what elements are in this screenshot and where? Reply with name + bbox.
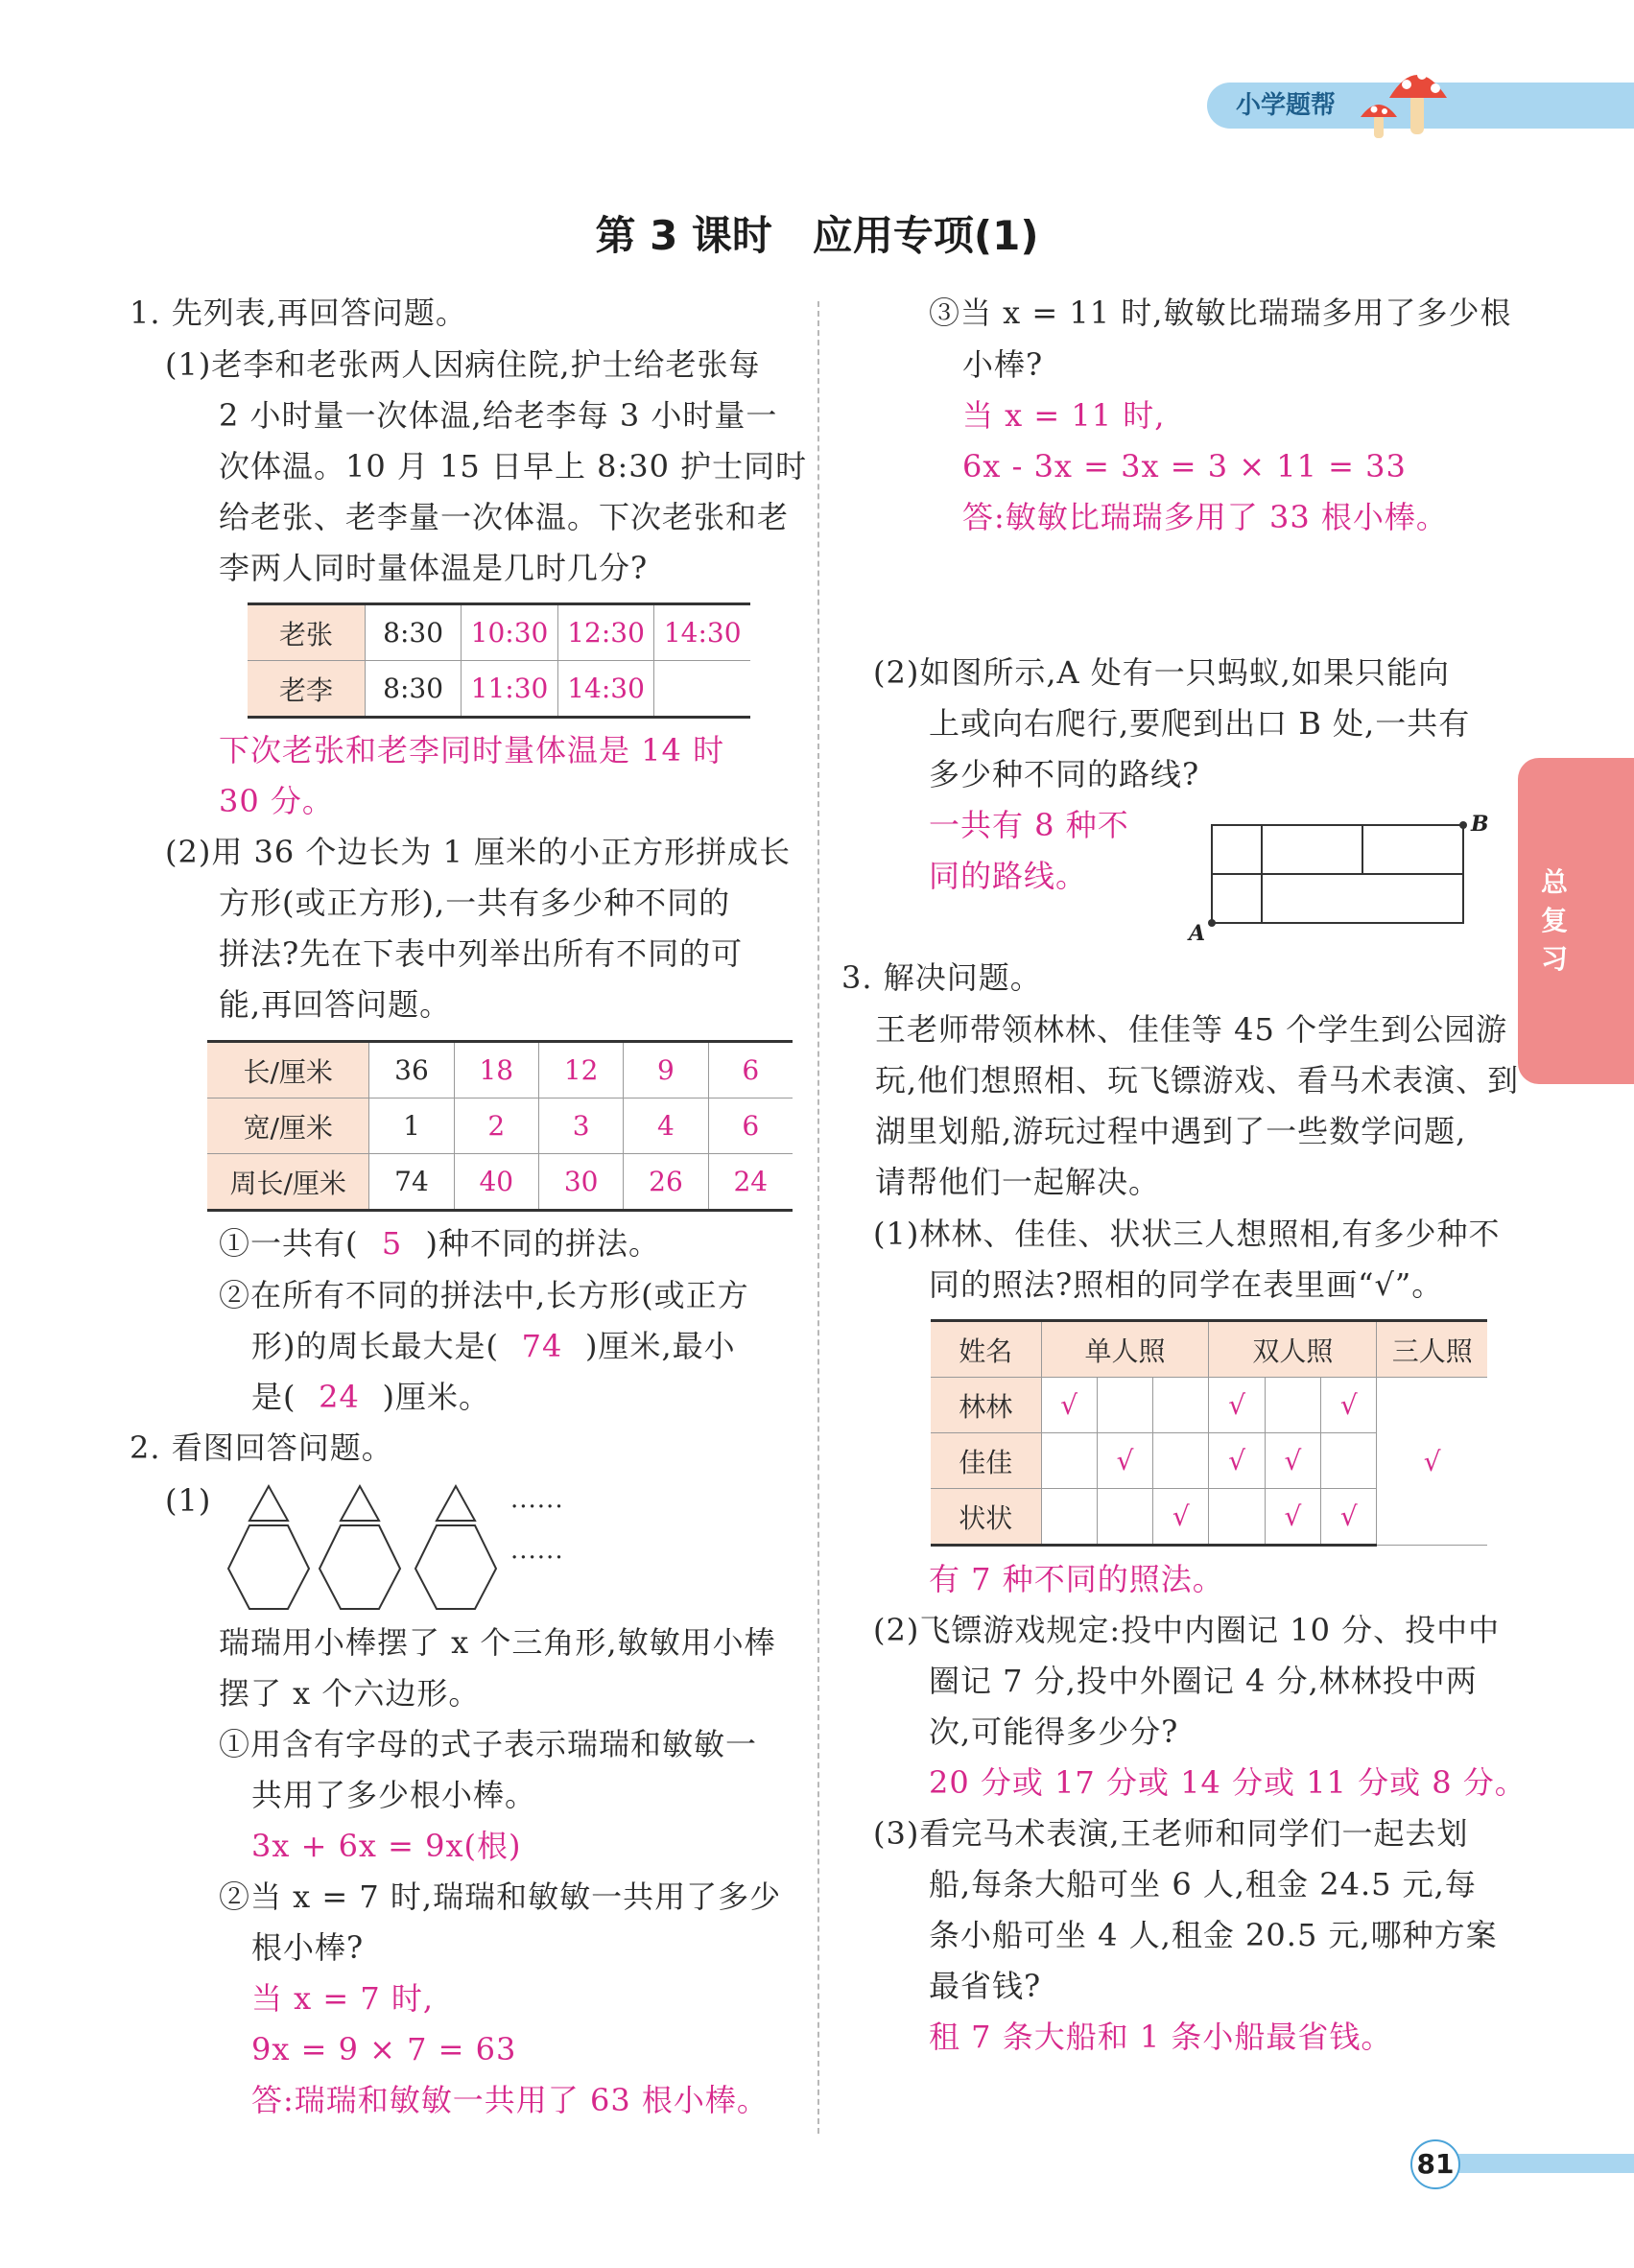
check-cell — [1097, 1378, 1152, 1433]
row-label: 老李 — [248, 661, 365, 718]
triangle-shape — [341, 1486, 379, 1521]
check-cell — [1097, 1489, 1152, 1546]
q3-p1-line: (1)林林、佳佳、状状三人想照相,有多少种不 — [873, 1216, 1501, 1252]
check-cell-three: √ — [1377, 1378, 1487, 1546]
ant-path-grid — [1185, 814, 1492, 943]
check-cell: √ — [1209, 1378, 1265, 1433]
q1-sub2-line3 — [251, 1372, 490, 1423]
page-title: 第 3 课时 应用专项(1) — [595, 212, 1039, 259]
table-cell: 8:30 — [365, 661, 461, 718]
q2-s2-answer: 9x = 9 × 7 = 63 — [251, 2031, 517, 2067]
table-row — [931, 1378, 1487, 1433]
q3-p2-line: 圈记 7 分,投中外圈记 4 分,林林投中两 — [929, 1663, 1478, 1699]
q1-sub2-line2 — [251, 1321, 736, 1372]
q2-s3-line: 小棒? — [962, 346, 1044, 383]
table-cell: 24 — [708, 1154, 793, 1211]
name-cell: 状状 — [931, 1489, 1041, 1546]
check-cell — [1153, 1433, 1209, 1489]
table-cell: 40 — [454, 1154, 538, 1211]
table-header-row — [931, 1321, 1487, 1378]
check-cell: √ — [1041, 1378, 1097, 1433]
table-cell: 11:30 — [462, 661, 558, 718]
point-a — [1208, 919, 1216, 927]
q1-heading: 1. 先列表,再回答问题。 — [130, 295, 467, 331]
q2-s2-answer: 当 x = 7 时, — [251, 1980, 435, 2017]
q1-p1-answer: 下次老张和老李同时量体温是 14 时 — [219, 732, 725, 768]
table-cell: 74 — [369, 1154, 454, 1211]
check-cell — [1209, 1489, 1265, 1546]
q3-p2-line: 次,可能得多少分? — [929, 1713, 1179, 1750]
q1-p2-line: 方形(或正方形),一共有多少种不同的 — [219, 885, 731, 921]
q2-p2-answer: 一共有 8 种不 — [929, 807, 1129, 843]
q3-p2-line: (2)飞镖游戏规定:投中内圈记 10 分、投中中 — [873, 1612, 1501, 1648]
table-cell: 2 — [454, 1099, 538, 1154]
q3-intro-line: 请帮他们一起解决。 — [875, 1164, 1161, 1200]
name-cell: 林林 — [931, 1378, 1041, 1433]
q2-s2-line: 根小棒? — [251, 1929, 365, 1966]
grid-label-b: B — [1471, 814, 1489, 837]
check-cell: √ — [1321, 1378, 1377, 1433]
q2-p2-line: (2)如图所示,A 处有一只蚂蚁,如果只能向 — [873, 654, 1450, 691]
brand-label: 小学题帮 — [1236, 91, 1337, 120]
table-cell: 30 — [538, 1154, 623, 1211]
hexagon-shape — [320, 1525, 400, 1609]
table-cell: 14:30 — [557, 661, 654, 718]
q2-s1-line: ①用含有字母的式子表示瑞瑞和敏敏一 — [219, 1726, 758, 1762]
column-header: 三人照 — [1377, 1321, 1487, 1378]
check-cell — [1041, 1489, 1097, 1546]
check-cell: √ — [1265, 1433, 1320, 1489]
table-cell: 12:30 — [557, 604, 654, 661]
column-header: 双人照 — [1209, 1321, 1377, 1378]
rectangle-size-table — [207, 1040, 793, 1212]
q2-heading: 2. 看图回答问题。 — [130, 1429, 393, 1466]
q3-intro-line: 玩,他们想照相、玩飞镖游戏、看马术表演、到 — [875, 1062, 1520, 1099]
q1-sub2-answer-min: 24 — [319, 1379, 360, 1415]
table-cell: 12 — [538, 1042, 623, 1099]
table-row — [207, 1099, 793, 1154]
q2-p2-line: 上或向右爬行,要爬到出口 B 处,一共有 — [929, 705, 1471, 742]
column-divider — [817, 301, 819, 2134]
q1-sub2-text: )厘米。 — [382, 1379, 490, 1415]
row-label: 周长/厘米 — [207, 1154, 369, 1211]
checkup-time-table — [248, 602, 750, 719]
check-cell: √ — [1321, 1489, 1377, 1546]
column-header: 姓名 — [931, 1321, 1041, 1378]
table-cell: 10:30 — [462, 604, 558, 661]
table-cell: 14:30 — [654, 604, 750, 661]
q1-sub1-text: ①一共有( — [219, 1225, 359, 1262]
point-b — [1459, 821, 1467, 829]
triangle-shape — [249, 1486, 288, 1521]
row-label: 长/厘米 — [207, 1042, 369, 1099]
q3-p3-line: 最省钱? — [929, 1968, 1042, 2004]
grid-label-a: A — [1189, 921, 1206, 943]
q3-p2-answer: 20 分或 17 分或 14 分或 11 分或 8 分。 — [929, 1764, 1527, 1801]
q2-s3-answer: 答:敏敏比瑞瑞多用了 33 根小棒。 — [962, 499, 1448, 535]
table-cell: 6 — [708, 1099, 793, 1154]
q1-sub2-line: ②在所有不同的拼法中,长方形(或正方 — [219, 1277, 749, 1313]
check-cell: √ — [1097, 1433, 1152, 1489]
hexagon-shape — [415, 1525, 496, 1609]
q1-sub2-answer-max: 74 — [521, 1328, 563, 1364]
q3-p1-answer: 有 7 种不同的照法。 — [929, 1561, 1224, 1597]
q3-p3-line: 船,每条大船可坐 6 人,租金 24.5 元,每 — [929, 1866, 1477, 1902]
triangle-shape — [437, 1486, 475, 1521]
q3-intro-line: 湖里划船,游玩过程中遇到了一些数学问题, — [875, 1113, 1467, 1149]
q2-p2-answer: 同的路线。 — [929, 858, 1088, 894]
q1-sub1 — [219, 1218, 660, 1269]
q1-p1-line: 次体温。10 月 15 日早上 8:30 护士同时 — [219, 448, 808, 484]
q1-p1-line: 2 小时量一次体温,给老李每 3 小时量一 — [219, 397, 778, 434]
side-tab — [1518, 758, 1634, 1084]
table-cell: 6 — [708, 1042, 793, 1099]
name-cell: 佳佳 — [931, 1433, 1041, 1489]
q2-desc-line: 瑞瑞用小棒摆了 x 个三角形,敏敏用小棒 — [219, 1624, 776, 1661]
table-cell: 3 — [538, 1099, 623, 1154]
table-row — [207, 1042, 793, 1099]
check-cell: √ — [1209, 1433, 1265, 1489]
table-cell — [654, 661, 750, 718]
q3-p3-answer: 租 7 条大船和 1 条小船最省钱。 — [929, 2019, 1393, 2055]
q2-s3-answer: 当 x = 11 时, — [962, 397, 1166, 434]
check-cell — [1265, 1378, 1320, 1433]
q3-heading: 3. 解决问题。 — [841, 959, 1042, 996]
q1-sub2-text: 是( — [251, 1379, 296, 1415]
table-cell: 4 — [624, 1099, 708, 1154]
q3-p3-line: (3)看完马术表演,王老师和同学们一起去划 — [873, 1815, 1469, 1852]
page-number: 81 — [1416, 2148, 1455, 2180]
check-cell — [1321, 1433, 1377, 1489]
q2-s2-line: ②当 x = 7 时,瑞瑞和敏敏一共用了多少 — [219, 1878, 782, 1915]
table-row — [248, 604, 750, 661]
q1-p1-line: (1)老李和老张两人因病住院,护士给老张每 — [165, 346, 761, 383]
photo-combination-table — [931, 1319, 1487, 1547]
check-cell — [1041, 1433, 1097, 1489]
stick-shapes-figure — [216, 1482, 513, 1612]
row-label: 宽/厘米 — [207, 1099, 369, 1154]
table-cell: 1 — [369, 1099, 454, 1154]
q2-s1-answer: 3x + 6x = 9x(根) — [251, 1828, 522, 1864]
table-cell: 18 — [454, 1042, 538, 1099]
hexagon-shape — [228, 1525, 309, 1609]
check-cell: √ — [1265, 1489, 1320, 1546]
q2-desc-line: 摆了 x 个六边形。 — [219, 1675, 481, 1712]
q1-p1-line: 李两人同时量体温是几时几分? — [219, 550, 649, 586]
table-cell: 9 — [624, 1042, 708, 1099]
ellipsis: ...... — [510, 1536, 564, 1565]
table-cell: 36 — [369, 1042, 454, 1099]
q3-p3-line: 条小船可坐 4 人,租金 20.5 元,哪种方案 — [929, 1917, 1498, 1953]
table-row — [207, 1154, 793, 1211]
check-cell — [1153, 1378, 1209, 1433]
row-label: 老张 — [248, 604, 365, 661]
q2-s3-line: ③当 x = 11 时,敏敏比瑞瑞多用了多少根 — [929, 295, 1512, 331]
q1-sub1-answer: 5 — [381, 1225, 403, 1262]
q1-p1-line: 给老张、老李量一次体温。下次老张和老 — [219, 499, 790, 535]
ellipsis: ...... — [510, 1485, 564, 1514]
q2-p1-label: (1) — [165, 1482, 212, 1519]
q1-p1-answer: 30 分。 — [219, 783, 334, 819]
q2-s2-answer: 答:瑞瑞和敏敏一共用了 63 根小棒。 — [251, 2082, 769, 2118]
column-header: 单人照 — [1041, 1321, 1209, 1378]
q1-sub2-text: )厘米,最小 — [584, 1328, 736, 1364]
q1-p2-line: 能,再回答问题。 — [219, 986, 452, 1023]
side-tab-label: 总复习 — [1541, 866, 1569, 975]
q3-p1-line: 同的照法?照相的同学在表里画“√”。 — [929, 1266, 1444, 1303]
q2-p2-line: 多少种不同的路线? — [929, 756, 1200, 792]
q1-sub2-text: 形)的周长最大是( — [251, 1328, 499, 1364]
q2-s1-line: 共用了多少根小棒。 — [251, 1777, 537, 1813]
check-cell: √ — [1153, 1489, 1209, 1546]
table-row — [248, 661, 750, 718]
q2-s3-answer: 6x - 3x = 3x = 3 × 11 = 33 — [962, 448, 1407, 484]
page-number-bar — [1439, 2154, 1634, 2173]
mushroom-icon — [1351, 56, 1456, 142]
table-cell: 8:30 — [365, 604, 461, 661]
q1-p2-line: (2)用 36 个边长为 1 厘米的小正方形拼成长 — [165, 834, 792, 870]
table-cell: 26 — [624, 1154, 708, 1211]
q1-sub1-text: )种不同的拼法。 — [425, 1225, 660, 1262]
q3-intro-line: 王老师带领林林、佳佳等 45 个学生到公园游 — [875, 1011, 1508, 1048]
q1-p2-line: 拼法?先在下表中列举出所有不同的可 — [219, 935, 744, 972]
